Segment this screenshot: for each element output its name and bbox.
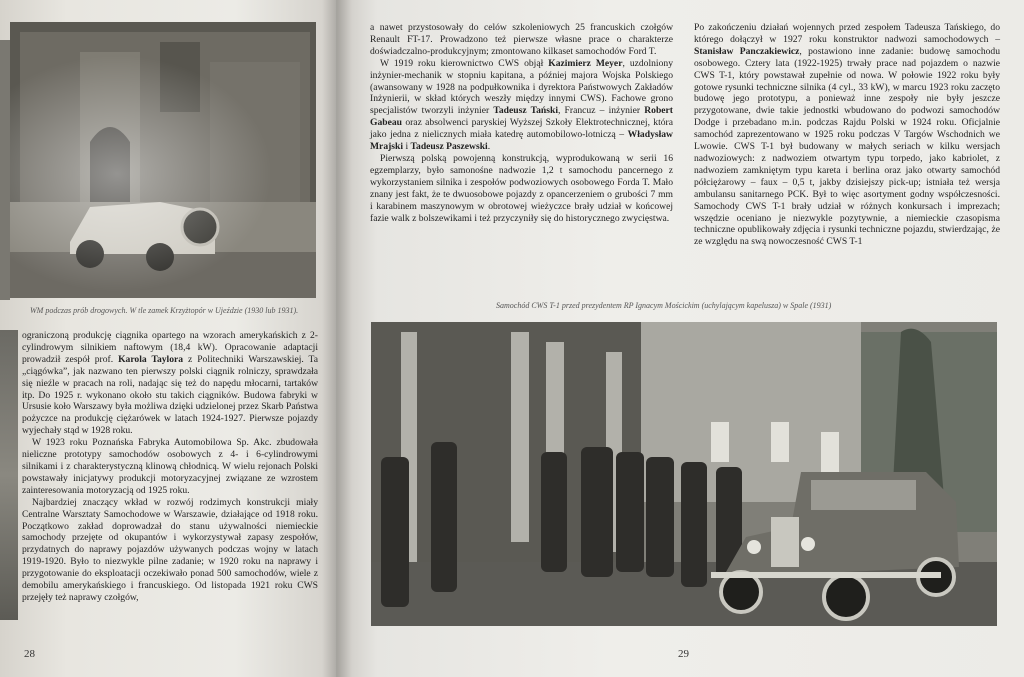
- paragraph: [370, 22, 673, 58]
- left-page-number: 28: [24, 648, 35, 660]
- paragraph: [22, 437, 318, 497]
- edge-photo-fragment: [0, 40, 10, 300]
- left-text-column: [22, 330, 318, 604]
- right-photo-caption: Samochód CWS T-1 przed prezydentem RP Ignacym Mościckim (uchylającym kapelusza) w Spale (1931): [496, 301, 832, 310]
- paragraph-text: a nawet przystosowały do celów szkoleniowych 25 francuskich czołgów Renault FT-17. Prowadzono też pierwsze własne prace o charakterze doświadczalno-produkcyjnym; zmontowano kilkaset samochodów Ford T.: [370, 22, 673, 57]
- paragraph: [22, 330, 318, 437]
- bold-name: Kazimierz Meyer: [548, 57, 623, 69]
- paragraph-text: .: [487, 141, 491, 153]
- bold-name: Karola Taylora: [118, 353, 184, 365]
- right-text-column-1: [370, 22, 673, 224]
- paragraph-text: Po zakończeniu działań wojennych przed zespołem Tadeusza Tańskiego, do którego dołączył w 1927 roku konstruktor nadwozi samochodowych –: [694, 22, 1000, 45]
- bold-name: Tadeusz Tański: [493, 105, 558, 117]
- paragraph: [694, 22, 1000, 248]
- paragraph-text: W 1919 roku kierownictwo CWS objął: [380, 57, 549, 69]
- paragraph-text: , postawiono inne zadanie: budowę samochodu osobowego. Cztery lata (1922-1925) trwały prace nad pojazdem o nazwie CWS T-1, który powstawał zupełnie od nowa. W połowie 1922 roku były gotowe rysunki techniczne silnika (4 cyl., 33 kW), w marcu 1923 roku zaczęto budowę jego prototypu, a ponieważ inne zespoły nie były jeszcze przygotowane, dwie takie jednostki wbudowano do podwozi samochodów Dodge i przebadano m.in. podczas Rajdu Polski w 1924 roku. Oficjalnie samochód zaprezentowano w 1925 roku podczas V Targów Wschodnich we Lwowie. CWS T-1 był budowany w małych seriach w kilku wersjach nadwoziowych: z nadwoziem otwartym typu torpedo, jako kabriolet, z nadwoziem zamkniętym typu kareta i berlina oraz jako otwarty samochód półciężarowy – faux – 0,5 t, jakby dzisiejszy pick-up; istniała też wersja ambulansu sanitarnego PCK. Był to więc asortyment godny współczesności. Samochody CWS T-1 brały udział w różnych konkursach i imprezach; wszędzie oceniano je niezwykle pozytywnie, a niemieckie czasopisma techniczne opublikowały zdjęcia i rysunki techniczne pojazdu, stwierdzając, że ze względu na swą nowoczesność CWS T-1: [694, 45, 1001, 248]
- paragraph-text: oraz absolwenci paryskiej Wyższej Szkoły Elektrotechnicznej, która jako jedna z nielicznych miała katedrę automobilowo-lotniczą –: [370, 117, 673, 141]
- castle-car-photo: [10, 22, 316, 298]
- book-gutter: [322, 0, 352, 677]
- right-text-column-2: [694, 22, 1000, 248]
- bold-name: Stanisław Panczakiewicz: [694, 45, 800, 57]
- paragraph: [370, 58, 673, 153]
- bold-name: Tadeusz Paszewski: [410, 141, 488, 153]
- bold-name: Robert Gabeau: [370, 105, 673, 129]
- left-photo-caption: WM podczas prób drogowych. W tle zamek Krzyżtopór w Ujeździe (1930 lub 1931).: [30, 306, 299, 315]
- paragraph: [370, 153, 673, 224]
- paragraph-text: z Politechniki Warszawskiej. Ta „ciągówka”, jak nazwano ten pierwszy polski ciągnik rolniczy, sprawdzała się nieźle w pracach na roli, nadając się też do napędu młocarni, tartaków itp. Do 1925 r. wykonano około stu takich ciągników. Budowa fabryki w Ursusie koło Warszawy była możliwa dzięki udzielonej przez Skarb Państwa pożyczce na produkcję ciężarówek w latach 1924-1927. Pierwsze pojazdy wyjechały stąd w 1928 roku.: [22, 353, 318, 437]
- paragraph-text: i: [403, 141, 411, 153]
- edge-photo-fragment-lower: [0, 330, 18, 620]
- paragraph-text: , Francuz – inżynier: [557, 105, 645, 117]
- parade-car-photo: [371, 322, 997, 626]
- paragraph-text: , uzdolniony inżynier-mechanik w stopniu kapitana, a później majora Wojska Polskiego (awansowany w 1928 na podpułkownika i dyrektora Państwowych Zakładów Inżynierii, w skład których weszły między innymi CWS). Fachowe grono specjalistów tworzyli inżynier: [370, 57, 673, 117]
- paragraph-text: ograniczoną produkcję ciągnika opartego na wzorach amerykańskich z 2-cylindrowym silnikiem naftowym (18,4 kW). Opracowanie adaptacji prowadził zespół prof.: [22, 330, 318, 365]
- paragraph-text: Pierwszą polską powojenną konstrukcją, wyprodukowaną w serii 16 egzemplarzy, było samonośne nadwozie 1,2 t samochodu pancernego z wykorzystaniem silnika i zespołów podwoziowych osobowego Forda T. Mało znany jest fakt, że te dwuosobowe pojazdy z opancerzeniem o grubości 7 mm i karabinem maszynowym w obrotowej wieżyczce brały udział w końcowej fazie walk z bolszewikami i też przyczyniły się do historycznego zwycięstwa.: [370, 152, 673, 224]
- bold-name: Władysław Mrajski: [370, 129, 673, 153]
- right-page-number: 29: [678, 648, 689, 660]
- paragraph-text: Najbardziej znaczący wkład w rozwój rodzimych konstrukcji miały Centralne Warsztaty Samochodowe w Warszawie, działające od 1918 roku. Początkowo zakład doprowadzał do stanu używalności niemieckie samochody przejęte od okupantów i wykorzystywał zapasy zespołów, przydatnych do naprawy pojazdów używanych podczas wojny w latach 1919-1920. Było to niezwykle pilne zadanie; w 1920 roku na naprawy i przygotowanie do eksploatacji oczekiwało ponad 500 samochodów, wiele z demobilu amerykańskiego i francuskiego. Od listopada 1921 roku CWS przejęły też naprawy czołgów,: [22, 496, 318, 603]
- paragraph-text: W 1923 roku Poznańska Fabryka Automobilowa Sp. Akc. zbudowała nieliczne prototypy samochodów osobowych z 4- i 6-cylindrowymi silnikami i z charakterystyczną klinową chłodnicą. W wielu rejonach Polski powstawały inicjatywy produkcji motoryzacyjnej związane ze wzrostem zainteresowania motoryzacją od 1925 roku.: [22, 437, 318, 496]
- paragraph: [22, 497, 318, 604]
